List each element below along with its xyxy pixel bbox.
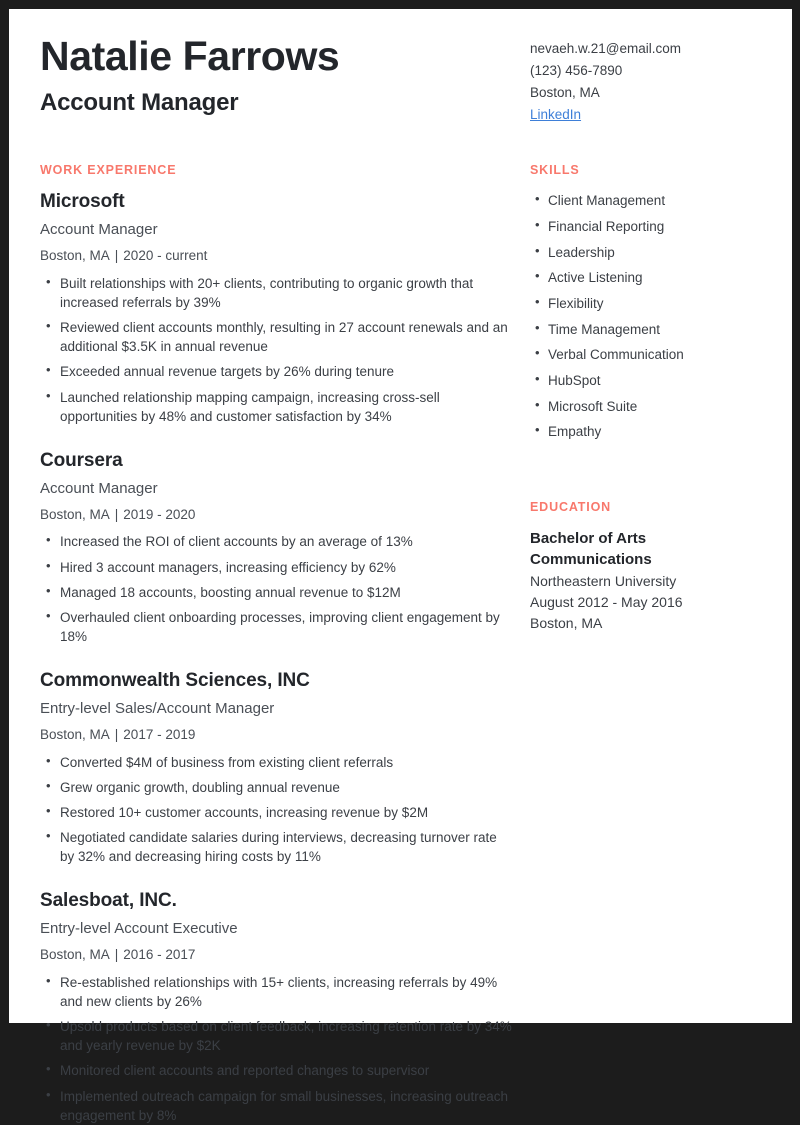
education-location: Boston, MA [530, 614, 603, 631]
list-item: • Grew organic growth, doubling annual revenue [40, 778, 512, 797]
experience-location: Boston, MA [40, 506, 110, 522]
list-item: • Exceeded annual revenue targets by 26% during tenure [40, 362, 512, 381]
list-item: • Hired 3 account managers, increasing efficiency by 62% [40, 558, 512, 577]
education-dates: August 2012 - May 2016 [530, 593, 683, 610]
resume-document [9, 9, 792, 1123]
list-item: • Flexibility [530, 294, 768, 313]
list-item: • Monitored client accounts and reported changes to supervisor [40, 1061, 512, 1080]
section-heading-work-experience: WORK EXPERIENCE [40, 163, 177, 178]
list-item: • Restored 10+ customer accounts, increasing revenue by $2M [40, 803, 512, 822]
list-item: • Verbal Communication [530, 345, 768, 364]
experience-meta [40, 947, 512, 964]
experience-entry [40, 450, 512, 646]
skills-list [530, 191, 768, 441]
experience-entry [40, 890, 512, 1125]
list-item: • Upsold products based on client feedback, increasing retention rate by 34% and yearly revenue by $2K [40, 1017, 512, 1055]
experience-role: Account Manager [40, 221, 158, 239]
experience-meta [40, 507, 512, 524]
header-job-title: Account Manager [40, 89, 239, 117]
experience-company: Commonwealth Sciences, INC [40, 670, 310, 692]
list-item: • Implemented outreach campaign for small businesses, increasing outreach engagement by 8% [40, 1087, 512, 1125]
list-item: • Built relationships with 20+ clients, contributing to organic growth that increased referrals by 39% [40, 274, 512, 312]
experience-dates: 2017 - 2019 [123, 726, 196, 742]
experience-entry [40, 670, 512, 866]
section-heading-skills: SKILLS [530, 163, 580, 178]
linkedin-link[interactable]: LinkedIn [530, 106, 582, 122]
list-item: • Re-established relationships with 15+ clients, increasing referrals by 49% and new clients by 26% [40, 973, 512, 1011]
list-item: • Overhauled client onboarding processes, improving client engagement by 18% [40, 608, 512, 646]
experience-entry [40, 191, 512, 426]
experience-role: Entry-level Account Executive [40, 920, 238, 938]
list-item: • Client Management [530, 191, 768, 210]
experience-dates: 2016 - 2017 [123, 946, 196, 962]
experience-company: Microsoft [40, 191, 125, 213]
experience-location: Boston, MA [40, 247, 110, 263]
meta-separator: | [114, 726, 119, 742]
meta-separator: | [114, 506, 119, 522]
list-item: • HubSpot [530, 371, 768, 390]
list-item: • Launched relationship mapping campaign, increasing cross-sell opportunities by 48% and customer satisfaction by 34% [40, 388, 512, 426]
contact-phone: (123) 456-7890 [530, 62, 623, 78]
education-school: Northeastern University [530, 572, 677, 589]
sidebar-spacer [530, 448, 768, 500]
section-heading-education: EDUCATION [530, 500, 612, 514]
experience-bullets [40, 274, 512, 426]
contact-email: nevaeh.w.21@email.com [530, 41, 682, 56]
experience-dates: 2019 - 2020 [123, 506, 196, 522]
list-item: • Managed 18 accounts, boosting annual revenue to $12M [40, 583, 512, 602]
experience-bullets [40, 753, 512, 867]
page-title: Natalie Farrows [40, 33, 340, 79]
list-item: • Converted $4M of business from existing client referrals [40, 753, 512, 772]
experience-column [40, 163, 530, 1124]
list-item: • Time Management [530, 320, 768, 339]
list-item: • Increased the ROI of client accounts by an average of 13% [40, 532, 512, 551]
education-section [530, 500, 768, 634]
list-item: • Financial Reporting [530, 217, 768, 236]
meta-separator: | [114, 946, 119, 962]
experience-bullets [40, 973, 512, 1125]
experience-location: Boston, MA [40, 726, 110, 742]
experience-bullets [40, 532, 512, 646]
experience-role: Entry-level Sales/Account Manager [40, 699, 275, 717]
experience-meta [40, 727, 512, 744]
contact-block [530, 31, 768, 125]
resume-header [9, 9, 792, 125]
header-identity [40, 31, 530, 117]
experience-location: Boston, MA [40, 946, 110, 962]
experience-company: Coursera [40, 449, 123, 471]
experience-role: Account Manager [40, 479, 158, 497]
meta-separator: | [114, 247, 119, 263]
list-item: • Empathy [530, 422, 768, 441]
experience-company: Salesboat, INC. [40, 890, 177, 912]
experience-meta [40, 248, 512, 265]
resume-body [9, 163, 792, 1124]
education-degree: Bachelor of Arts Communications [530, 530, 652, 569]
list-item: • Leadership [530, 243, 768, 262]
list-item: • Microsoft Suite [530, 397, 768, 416]
sidebar-column [530, 163, 768, 633]
contact-location: Boston, MA [530, 84, 600, 100]
list-item: • Negotiated candidate salaries during interviews, decreasing turnover rate by 32% and decreasing hiring costs by 11% [40, 828, 512, 866]
list-item: • Active Listening [530, 268, 768, 287]
list-item: • Reviewed client accounts monthly, resulting in 27 account renewals and an additional $3.5K in annual revenue [40, 318, 512, 356]
experience-dates: 2020 - current [123, 247, 208, 263]
